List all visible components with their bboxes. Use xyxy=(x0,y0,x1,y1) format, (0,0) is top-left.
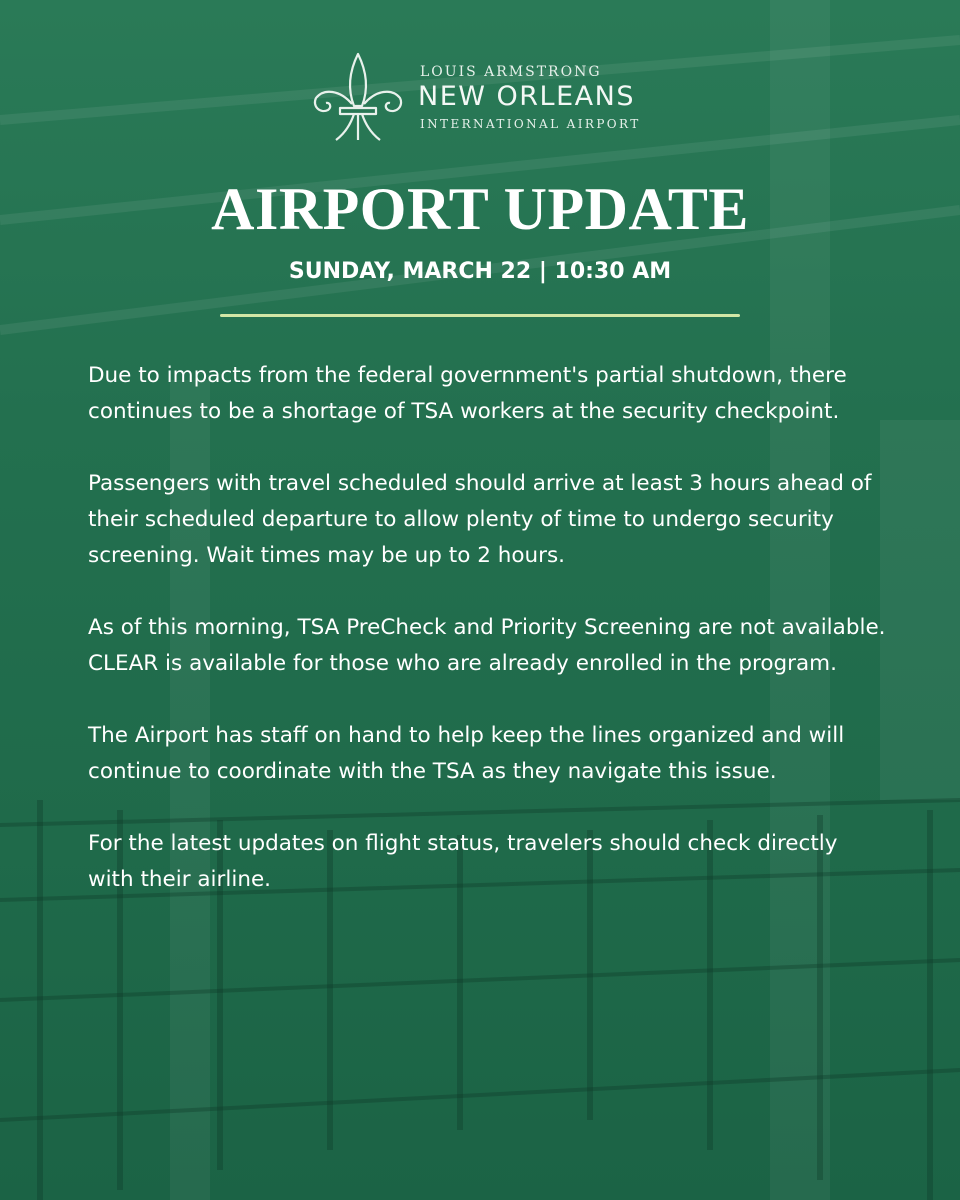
paragraph-precheck-clear: As of this morning, TSA PreCheck and Priority Screening are not available. CLEAR is available for those who are already enrolled in the program. xyxy=(88,615,886,676)
brand-line-3: INTERNATIONAL AIRPORT xyxy=(420,117,641,131)
paragraph-shutdown: Due to impacts from the federal government's partial shutdown, there continues to be a shortage of TSA workers at the security checkpoint. xyxy=(88,363,847,424)
brand-line-2: NEW ORLEANS xyxy=(418,81,635,112)
fleur-de-lis-icon xyxy=(310,48,406,148)
paragraph-staff: The Airport has staff on hand to help keep the lines organized and will continue to coordinate with the TSA as they navigate this issue. xyxy=(88,723,845,784)
paragraph-flight-status: For the latest updates on flight status, travelers should check directly with their airline. xyxy=(88,831,838,892)
update-datetime: SUNDAY, MARCH 22 | 10:30 AM xyxy=(288,259,672,284)
brand-line-1: LOUIS ARMSTRONG xyxy=(420,64,602,80)
divider xyxy=(220,314,740,317)
update-body xyxy=(88,358,888,934)
paragraph-arrival-advice: Passengers with travel scheduled should arrive at least 3 hours ahead of their scheduled departure to allow plenty of time to undergo security screening. Wait times may be up to 2 hours. xyxy=(88,471,872,568)
page-title: AIRPORT UPDATE xyxy=(211,176,749,242)
